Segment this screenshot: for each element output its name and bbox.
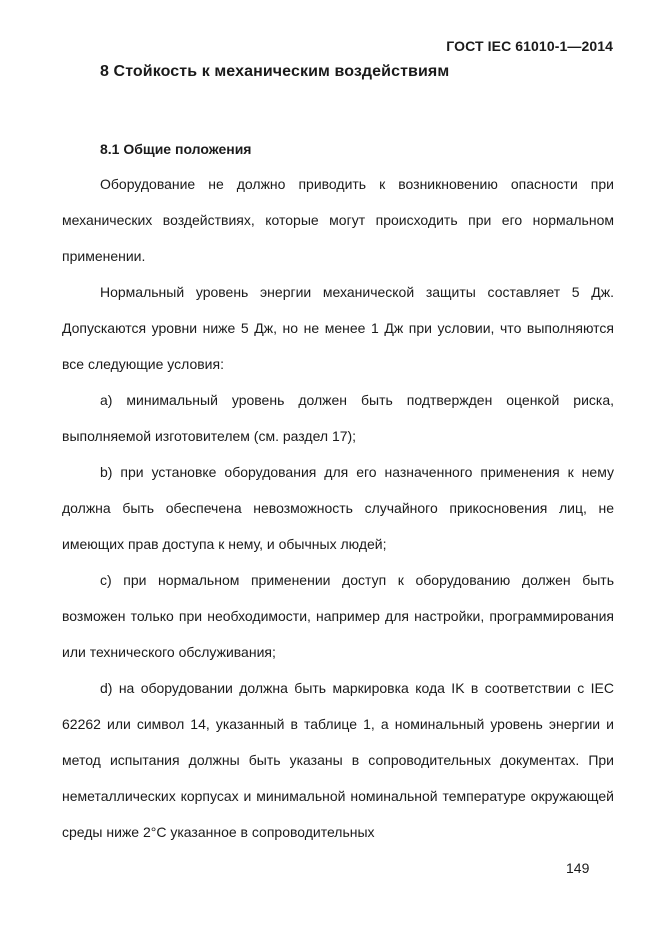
page-number: 149: [566, 860, 590, 876]
list-item-b: b) при установке оборудования для его назначенного применения к нему должна быть обеспечена невозможность случайного прикосновения лиц, не имеющих прав доступа к нему, и обычных людей;: [62, 464, 614, 552]
subsection-title: 8.1 Общие положения: [100, 141, 252, 157]
body-text: [62, 166, 614, 850]
paragraph-energy-level: Нормальный уровень энергии механической защиты составляет 5 Дж. Допускаются уровни ниже 5 Дж, но не менее 1 Дж при условии, что выполняются все следующие условия:: [62, 284, 614, 372]
list-item-d: d) на оборудовании должна быть маркировка кода IK в соответствии с IEC 62262 или символ 14, указанный в таблице 1, а номинальный уровень энергии и метод испытания должны быть указаны в сопроводительных документах. При неметаллических корпусах и минимальной номинальной температуре окружающей среды ниже 2°С указанное в сопроводительных: [62, 680, 614, 840]
document-header-standard-id: ГОСТ IEC 61010-1—2014: [446, 38, 613, 54]
list-item-c: с) при нормальном применении доступ к оборудованию должен быть возможен только при необходимости, например для настройки, программирования или технического обслуживания;: [62, 572, 614, 660]
list-item-a: а) минимальный уровень должен быть подтвержден оценкой риска, выполняемой изготовителем (см. раздел 17);: [62, 392, 614, 444]
paragraph-general: Оборудование не должно приводить к возникновению опасности при механических воздействиях, которые могут происходить при его нормальном применении.: [62, 176, 614, 264]
section-title: 8 Стойкость к механическим воздействиям: [100, 63, 450, 80]
